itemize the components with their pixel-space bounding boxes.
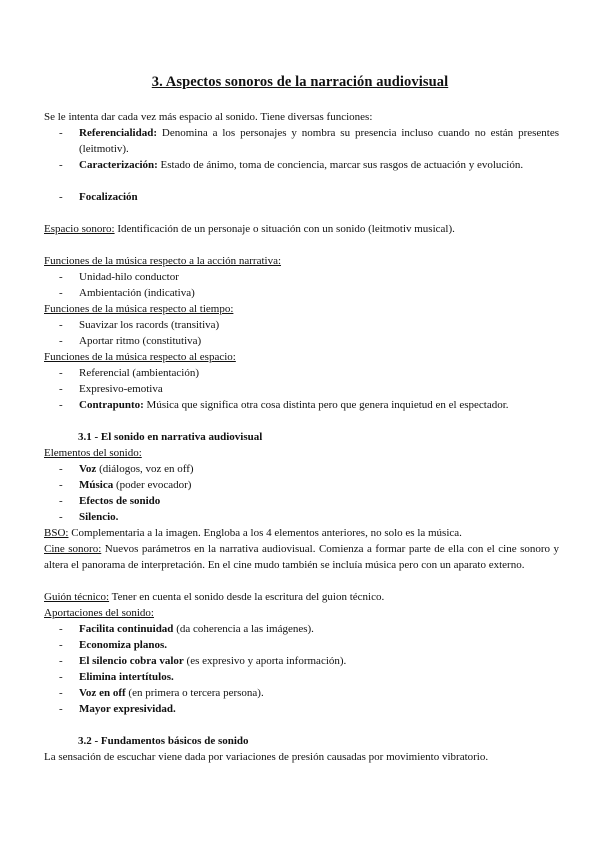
list-item-text (79, 653, 559, 669)
text-span: Nuevos parámetros en la narrativa audiovisual. Comienza a formar parte de ella con el cine sonoro y altera el panorama de interpretación. En el cine mudo también se incluía música pero con un aparato externo. (44, 543, 560, 571)
text-span: Referencialidad: (79, 127, 158, 139)
text-span: Caracterización: (79, 159, 158, 171)
list-item-text (79, 669, 559, 685)
bullet-dash: - (59, 159, 63, 171)
list-item (59, 189, 559, 205)
cine-sonoro-paragraph (44, 541, 559, 573)
text-span: (poder evocador) (113, 479, 192, 491)
bullet-dash: - (59, 623, 63, 635)
text-span: Espacio sonoro: (44, 223, 115, 235)
bullet-dash: - (59, 671, 63, 683)
text-span: Complementaria a la imagen. Engloba a los 4 elementos anteriores, no solo es la música. (68, 527, 462, 539)
bullet-dash: - (59, 319, 63, 331)
section-heading: Funciones de la música respecto al espacio: (44, 351, 236, 363)
text-span: Contrapunto: (79, 399, 144, 411)
guion-paragraph (44, 589, 559, 605)
bullet-dash: - (59, 191, 63, 203)
list-item-text (79, 397, 559, 413)
list-item-text (79, 685, 559, 701)
bullet-dash: - (59, 335, 63, 347)
text-span: (diálogos, voz en off) (96, 463, 194, 475)
list-item-text (79, 509, 559, 525)
bullet-dash: - (59, 127, 63, 139)
bullet-dash: - (59, 287, 63, 299)
text-span: Expresivo-emotiva (79, 383, 163, 395)
text-span: Silencio. (79, 511, 119, 523)
bullet-dash: - (59, 399, 63, 411)
bullet-dash: - (59, 495, 63, 507)
bullet-dash: - (59, 703, 63, 715)
intro-paragraph: Se le intenta dar cada vez más espacio al sonido. Tiene diversas funciones: (44, 111, 373, 123)
text-span: Efectos de sonido (79, 495, 161, 507)
list-item-text (79, 621, 559, 637)
subsection-title: 3.2 - Fundamentos básicos de sonido (78, 735, 249, 747)
page-title: 3. Aspectos sonoros de la narración audiovisual (151, 74, 449, 90)
list-item-text (79, 637, 559, 653)
bullet-dash: - (59, 655, 63, 667)
list-item (59, 157, 559, 189)
text-span: Guión técnico: (44, 591, 110, 603)
text-span: Focalización (79, 191, 138, 203)
text-span: Referencial (ambientación) (79, 367, 200, 379)
text-span: Estado de ánimo, toma de conciencia, marcar sus rasgos de actuación y evolución. (157, 159, 524, 171)
section-heading: Funciones de la música respecto a la acción narrativa: (44, 255, 282, 267)
list-item-text (79, 189, 559, 205)
text-span: Mayor expresividad. (79, 703, 176, 715)
text-span: Cine sonoro: (44, 543, 102, 555)
text-span: Ambientación (indicativa) (79, 287, 195, 299)
text-span: Voz (79, 463, 97, 475)
bullet-dash: - (59, 479, 63, 491)
bso-paragraph (44, 525, 559, 541)
text-span: (da coherencia a las imágenes). (173, 623, 314, 635)
text-span: Aportar ritmo (constitutiva) (79, 335, 202, 347)
section-heading: Elementos del sonido: (44, 447, 142, 459)
subsection-title: 3.1 - El sonido en narrativa audiovisual (78, 431, 263, 443)
text-span: Denomina a los personajes y nombra su presencia incluso cuando no están presentes (leitmotiv). (79, 127, 559, 155)
text-span: Música (79, 479, 114, 491)
text-span: Economiza planos. (79, 639, 168, 651)
closing-paragraph: La sensación de escuchar viene dada por variaciones de presión causadas por movimiento vibratorio. (44, 751, 489, 763)
text-span: Elimina intertítulos. (79, 671, 174, 683)
bullet-dash: - (59, 463, 63, 475)
bullet-dash: - (59, 367, 63, 379)
text-span: El silencio cobra valor (79, 655, 184, 667)
bullet-dash: - (59, 271, 63, 283)
espacio-sonoro-paragraph (44, 221, 559, 237)
text-span: Voz en off (79, 687, 126, 699)
bullet-dash: - (59, 383, 63, 395)
bullet-dash: - (59, 687, 63, 699)
section-heading: Funciones de la música respecto al tiempo: (44, 303, 234, 315)
text-span: Suavizar los racords (transitiva) (79, 319, 220, 331)
text-span: BSO: (44, 527, 69, 539)
text-span: (en primera o tercera persona). (125, 687, 264, 699)
list-item (59, 125, 559, 157)
list-item-text (79, 157, 559, 173)
bullet-dash: - (59, 511, 63, 523)
section-heading: Aportaciones del sonido: (44, 607, 154, 619)
list-item-text (79, 461, 559, 477)
text-span: Tener en cuenta el sonido desde la escritura del guion técnico. (109, 591, 385, 603)
list-item-text (79, 493, 559, 509)
text-span: Identificación de un personaje o situación con un sonido (leitmotiv musical). (114, 223, 455, 235)
list-item-text (79, 477, 559, 493)
list-item-text (79, 701, 559, 717)
text-span: Música que significa otra cosa distinta pero que genera inquietud en el espectador. (143, 399, 509, 411)
bullet-dash: - (59, 639, 63, 651)
list-item-text (79, 125, 559, 157)
text-span: Unidad-hilo conductor (79, 271, 179, 283)
text-span: (es expresivo y aporta información). (183, 655, 347, 667)
text-span: Facilita continuidad (79, 623, 174, 635)
